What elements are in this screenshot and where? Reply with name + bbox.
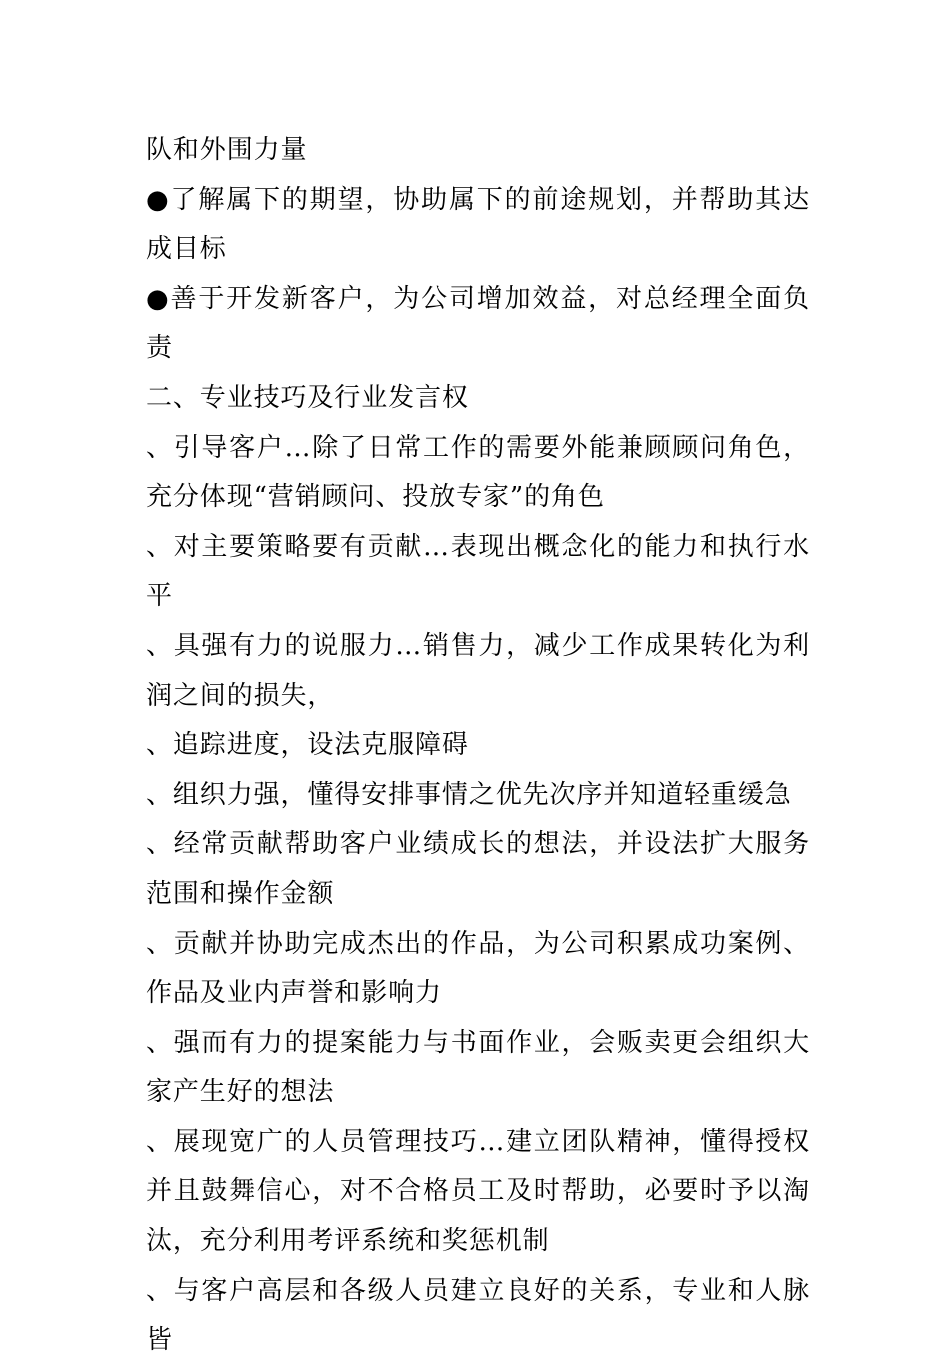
section-heading: 二、专业技巧及行业发言权 [146, 382, 469, 413]
list-item: 、具强有力的说服力…销售力，减少工作成果转化为利润之间的损失， [146, 630, 810, 711]
paragraph-continuation: 队和外围力量 [146, 135, 308, 165]
document-body [146, 126, 810, 1366]
list-item: 、强而有力的提案能力与书面作业，会贩卖更会组织大家产生好的想法 [146, 1027, 810, 1108]
list-item: 、经常贡献帮助客户业绩成长的想法，并设法扩大服务范围和操作金额 [146, 829, 810, 909]
list-item: 、引导客户…除了日常工作的需要外能兼顾顾问角色，充分体现“营销顾问、投放专家”的角色 [146, 432, 810, 513]
list-item: 、对主要策略要有贡献…表现出概念化的能力和执行水平 [146, 531, 810, 612]
list-item: 、贡献并协助完成杰出的作品，为公司积累成功案例、作品及业内声誉和影响力 [146, 928, 810, 1009]
list-item: 、展现宽广的人员管理技巧…建立团队精神，懂得授权并且鼓舞信心，对不合格员工及时帮助，必要时予以淘汰，充分利用考评系统和奖惩机制 [146, 1126, 810, 1257]
list-item: 、组织力强，懂得安排事情之优先次序并知道轻重缓急 [146, 779, 792, 810]
paragraph-bullet-subordinates: ●了解属下的期望，协助属下的前途规划，并帮助其达成目标 [146, 184, 810, 265]
list-item: 、与客户高层和各级人员建立良好的关系，专业和人脉皆 [146, 1275, 810, 1356]
list-item: 、追踪进度，设法克服障碍 [146, 730, 469, 761]
paragraph-bullet-new-clients: ●善于开发新客户，为公司增加效益，对总经理全面负责 [146, 283, 810, 364]
